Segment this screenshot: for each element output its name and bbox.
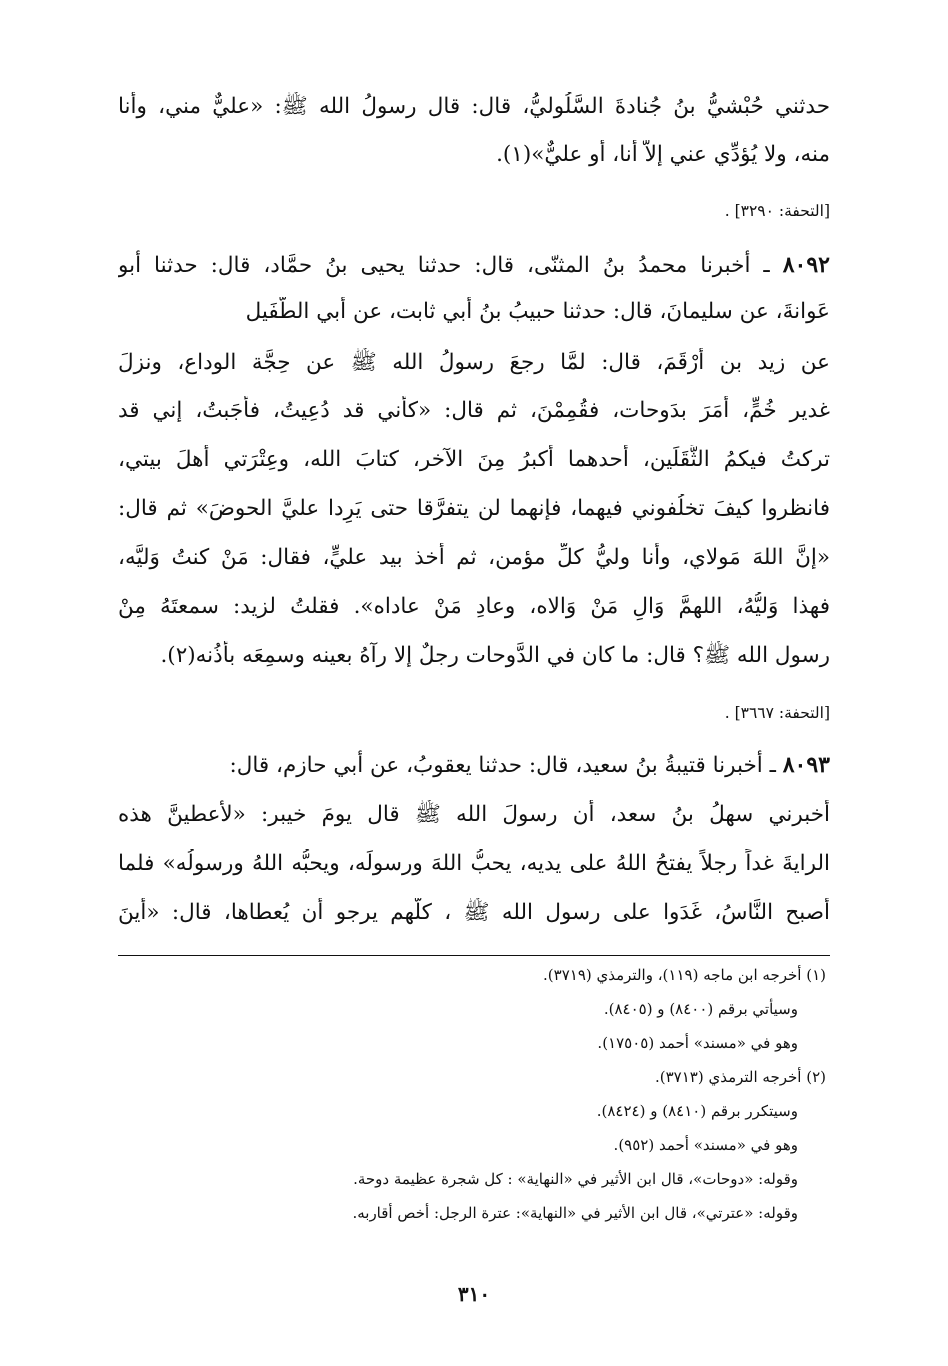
text-line: ـ أخبرنا قتيبةُ بنُ سعيد، قال: حدثنا يعقوبُ، عن أبي حازم، قال:	[229, 753, 783, 778]
text-line: رسول الله ﷺ؟ قال: ما كان في الدَّوحات رجلٌ إلا رآهُ بعينه وسمِعَه بأُذُنه(٢).	[160, 643, 830, 668]
hadith-number: ٨٠٩٢	[782, 252, 830, 278]
text-line: غدير خُمٍّ، أمَرَ بدَوحات، فقُمِمْنَ، ثم قال: «كأني قد دُعِيتُ، فأجَبتُ، إني قد	[118, 398, 830, 423]
text-line: الرايةَ غداً رجلاً يفتحُ اللهُ على يديه، يحبُّ اللهَ ورسولَه، ويحبُّه اللهُ ورسولُه» فلما	[118, 851, 830, 876]
text-line: أصبح النَّاسُ، غَدَوا على رسول الله ﷺ ، كلُّهم يرجو أن يُعطاها، قال: «أينَ	[118, 900, 830, 925]
footnote-line: وقوله: «دوحات»، قال ابن الأثير في «النهاية» : كل شجرة عظيمة دوحة.	[353, 1170, 798, 1188]
tuhfa-reference: [التحفة: ٣٦٦٧] .	[724, 704, 830, 722]
text-line: أخبرني سهلُ بنُ سعد، أن رسولَ الله ﷺ قال يومَ خيبر: «لأُعطينَّ هذه	[118, 802, 830, 827]
hadith-heading-line	[118, 750, 830, 784]
text-line: فانظروا كيفَ تخلُفوني فيهما، فإنهما لن يتفرَّقا حتى يَرِدا عليَّ الحوضَ» ثم قال:	[118, 496, 830, 521]
tuhfa-reference: [التحفة: ٣٢٩٠] .	[724, 202, 830, 220]
hadith-heading-line	[118, 250, 830, 284]
footnote-separator	[118, 955, 830, 956]
footnote-line: وهو في «مسند» أحمد (٩٥٢).	[613, 1136, 798, 1154]
text-line: «إنَّ اللهَ مَولاي، وأنا وليُّ كلِّ مؤمن، ثم أخذ بيد عليٍّ، فقال: مَنْ كنتُ وَليَّه،	[118, 545, 830, 570]
page-number: ٣١٠	[457, 1282, 491, 1306]
text-line: منه، ولا يُؤدِّي عني إلاَّ أنا، أو عليٌّ»(١).	[496, 142, 830, 167]
footnote-line: (١) أخرجه ابن ماجه (١١٩)، والترمذي (٣٧١٩).	[543, 966, 826, 984]
footnote-line: وسيتكرر برقم (٨٤١٠) و (٨٤٢٤).	[596, 1102, 798, 1120]
text-line: تركتُ فيكمُ الثَّقَلَين، أحدهما أكبرُ مِنَ الآخر، كتابَ الله، وعِتْرَتي أهلَ بيتي،	[118, 447, 830, 472]
footnote-line: وسيأتي برقم (٨٤٠٠) و (٨٤٠٥).	[603, 1000, 798, 1018]
footnote-line: (٢) أخرجه الترمذي (٣٧١٣).	[654, 1068, 826, 1086]
footnote-line: وهو في «مسند» أحمد (١٧٥٠٥).	[597, 1034, 798, 1052]
text-line: عَوانةَ، عن سليمانَ، قال: حدثنا حبيبُ بنُ أبي ثابت، عن أبي الطُّفَيل	[245, 299, 830, 324]
text-line: ـ أخبرنا محمدُ بنُ المثنّى، قال: حدثنا يحيى بنُ حمَّاد، قال: حدثنا أبو	[118, 253, 783, 278]
text-line: حدثني حُبْشيُّ بنُ جُنادةَ السَّلُوليُّ، قال: قال رسولُ الله ﷺ: «عليٌّ مني، وأنا	[118, 94, 830, 119]
hadith-number: ٨٠٩٣	[782, 752, 830, 778]
text-line: فهذا وَليُّهُ، اللهمَّ وَالِ مَنْ وَالاه، وعادِ مَنْ عاداه». فقلتُ لزيد: سمعتَهُ مِنْ	[118, 594, 830, 619]
footnote-line: وقوله: «عترتي»، قال ابن الأثير في «النهاية»: عترة الرجل: أخص أقاربه.	[352, 1204, 798, 1222]
text-line: عن زيد بن أرْقَمَ، قال: لمَّا رجعَ رسولُ الله ﷺ عن حِجَّة الوداع، ونزلَ	[118, 350, 830, 375]
